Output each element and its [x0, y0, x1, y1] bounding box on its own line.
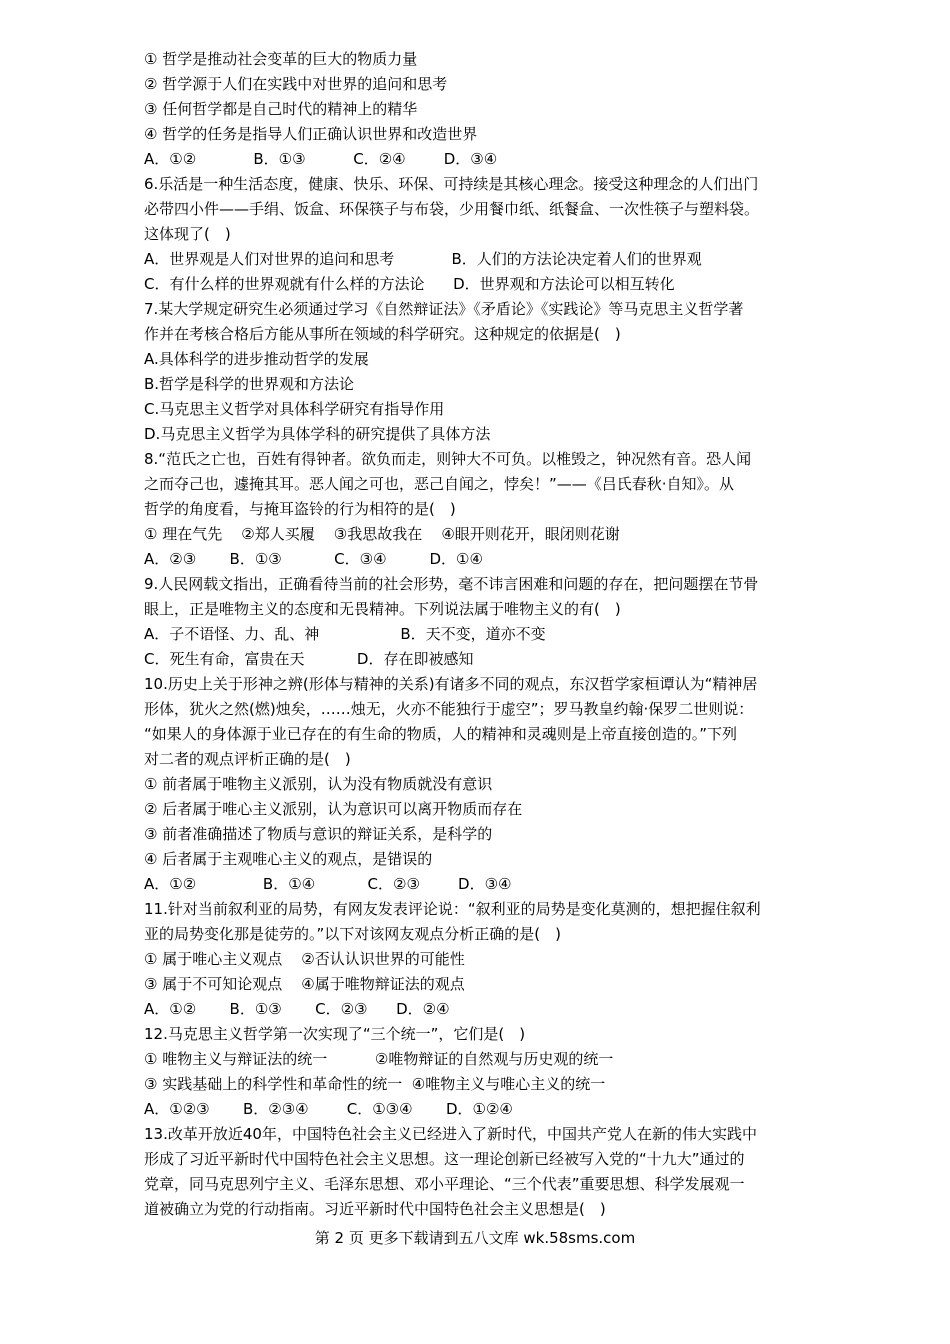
text-line: 必带四小件——手绢、饭盒、环保筷子与布袋，少用餐巾纸、纸餐盒、一次性筷子与塑料袋。 — [144, 200, 760, 218]
text-line: A．①② B．①③ C．②③ D．②④ — [144, 1000, 450, 1018]
page-footer: 第 2 页 更多下载请到五八文库 wk.58sms.com — [314, 1229, 636, 1247]
text-line: 10.历史上关于形神之辨(形体与精神的关系)有诸多不同的观点，东汉哲学家桓谭认为“精神居 — [144, 675, 758, 693]
text-line: 党章，同马克思列宁主义、毛泽东思想、邓小平理论、“三个代表”重要思想、科学发展观一 — [144, 1175, 745, 1193]
text-line: A．②③ B．①③ C．③④ D．①④ — [144, 550, 483, 568]
text-line: 作并在考核合格后方能从事所在领域的科学研究。这种规定的依据是( ) — [144, 325, 621, 343]
text-line: C．有什么样的世界观就有什么样的方法论 D．世界观和方法论可以相互转化 — [144, 275, 675, 293]
text-line: 这体现了( ) — [144, 225, 231, 243]
text-line: ③ 属于不可知论观点 ④属于唯物辩证法的观点 — [144, 975, 465, 993]
text-line: ① 前者属于唯物主义派别，认为没有物质就没有意识 — [144, 775, 493, 793]
text-line: ② 后者属于唯心主义派别，认为意识可以离开物质而存在 — [144, 800, 523, 818]
text-line: 亚的局势变化那是徒劳的。”以下对该网友观点分析正确的是( ) — [144, 925, 561, 943]
text-line: B.哲学是科学的世界观和方法论 — [144, 375, 355, 393]
text-line: A．子不语怪、力、乱、神 B．天不变，道亦不变 — [144, 625, 546, 643]
text-line: A．①② B．①③ C．②④ D．③④ — [144, 150, 498, 168]
text-line: 之而夺己也，遽掩其耳。恶人闻之可也，恶己自闻之，悖矣！”——《吕氏春秋·自知》。从 — [144, 475, 735, 493]
text-line: A.具体科学的进步推动哲学的发展 — [144, 350, 369, 368]
text-line: ① 理在气先 ②郑人买履 ③我思故我在 ④眼开则花开，眼闭则花谢 — [144, 525, 620, 543]
text-line: ③ 前者准确描述了物质与意识的辩证关系，是科学的 — [144, 825, 493, 843]
text-line: ② 哲学源于人们在实践中对世界的追问和思考 — [144, 75, 448, 93]
text-line: D.马克思主义哲学为具体学科的研究提供了具体方法 — [144, 425, 491, 443]
text-line: 8.“范氏之亡也，百姓有得钟者。欲负而走，则钟大不可负。以椎毁之，钟况然有音。恐人闻 — [144, 450, 752, 468]
text-line: 11.针对当前叙利亚的局势，有网友发表评论说：“叙利亚的局势是变化莫测的，想把握住叙利 — [144, 900, 761, 918]
text-line: ③ 任何哲学都是自己时代的精神上的精华 — [144, 100, 418, 118]
text-line: ④ 后者属于主观唯心主义的观点，是错误的 — [144, 850, 433, 868]
text-line: 哲学的角度看，与掩耳盗铃的行为相符的是( ) — [144, 500, 456, 518]
text-line: 9.人民网载文指出，正确看待当前的社会形势，毫不讳言困难和问题的存在，把问题摆在节骨 — [144, 575, 759, 593]
text-line: ③ 实践基础上的科学性和革命性的统一 ④唯物主义与唯心主义的统一 — [144, 1075, 606, 1093]
text-line: ① 哲学是推动社会变革的巨大的物质力量 — [144, 50, 418, 68]
text-line: 6.乐活是一种生活态度，健康、快乐、环保、可持续是其核心理念。接受这种理念的人们出门 — [144, 175, 759, 193]
text-line: 13.改革开放近40年，中国特色社会主义已经进入了新时代，中国共产党人在新的伟大实践中 — [144, 1125, 757, 1143]
text-line: ① 唯物主义与辩证法的统一 ②唯物辩证的自然观与历史观的统一 — [144, 1050, 614, 1068]
text-line: A．①②③ B．②③④ C．①③④ D．①②④ — [144, 1100, 513, 1118]
text-line: C．死生有命，富贵在天 D．存在即被感知 — [144, 650, 474, 668]
text-line: 形体，犹火之然(燃)烛矣，……烛无，火亦不能独行于虚空”；罗马教皇约翰·保罗二世则说： — [144, 700, 754, 718]
text-line: 7.某大学规定研究生必须通过学习《自然辩证法》《矛盾论》《实践论》等马克思主义哲学著 — [144, 300, 744, 318]
text-line: 道被确立为党的行动指南。习近平新时代中国特色社会主义思想是( ) — [144, 1200, 606, 1218]
text-line: ④ 哲学的任务是指导人们正确认识世界和改造世界 — [144, 125, 478, 143]
text-line: A．①② B．①④ C．②③ D．③④ — [144, 875, 512, 893]
text-line: A．世界观是人们对世界的追问和思考 B．人们的方法论决定着人们的世界观 — [144, 250, 702, 268]
text-line: 12.马克思主义哲学第一次实现了“三个统一”，它们是( ) — [144, 1025, 526, 1043]
text-line: “如果人的身体源于业已存在的有生命的物质，人的精神和灵魂则是上帝直接创造的。”下列 — [144, 725, 738, 743]
question-text — [144, 47, 839, 1222]
text-line: 形成了习近平新时代中国特色社会主义思想。这一理论创新已经被写入党的“十九大”通过的 — [144, 1150, 745, 1168]
text-line: C.马克思主义哲学对具体科学研究有指导作用 — [144, 400, 445, 418]
text-line: 对二者的观点评析正确的是( ) — [144, 750, 351, 768]
text-line: ① 属于唯心主义观点 ②否认认识世界的可能性 — [144, 950, 465, 968]
text-line: 眼上，正是唯物主义的态度和无畏精神。下列说法属于唯物主义的有( ) — [144, 600, 621, 618]
